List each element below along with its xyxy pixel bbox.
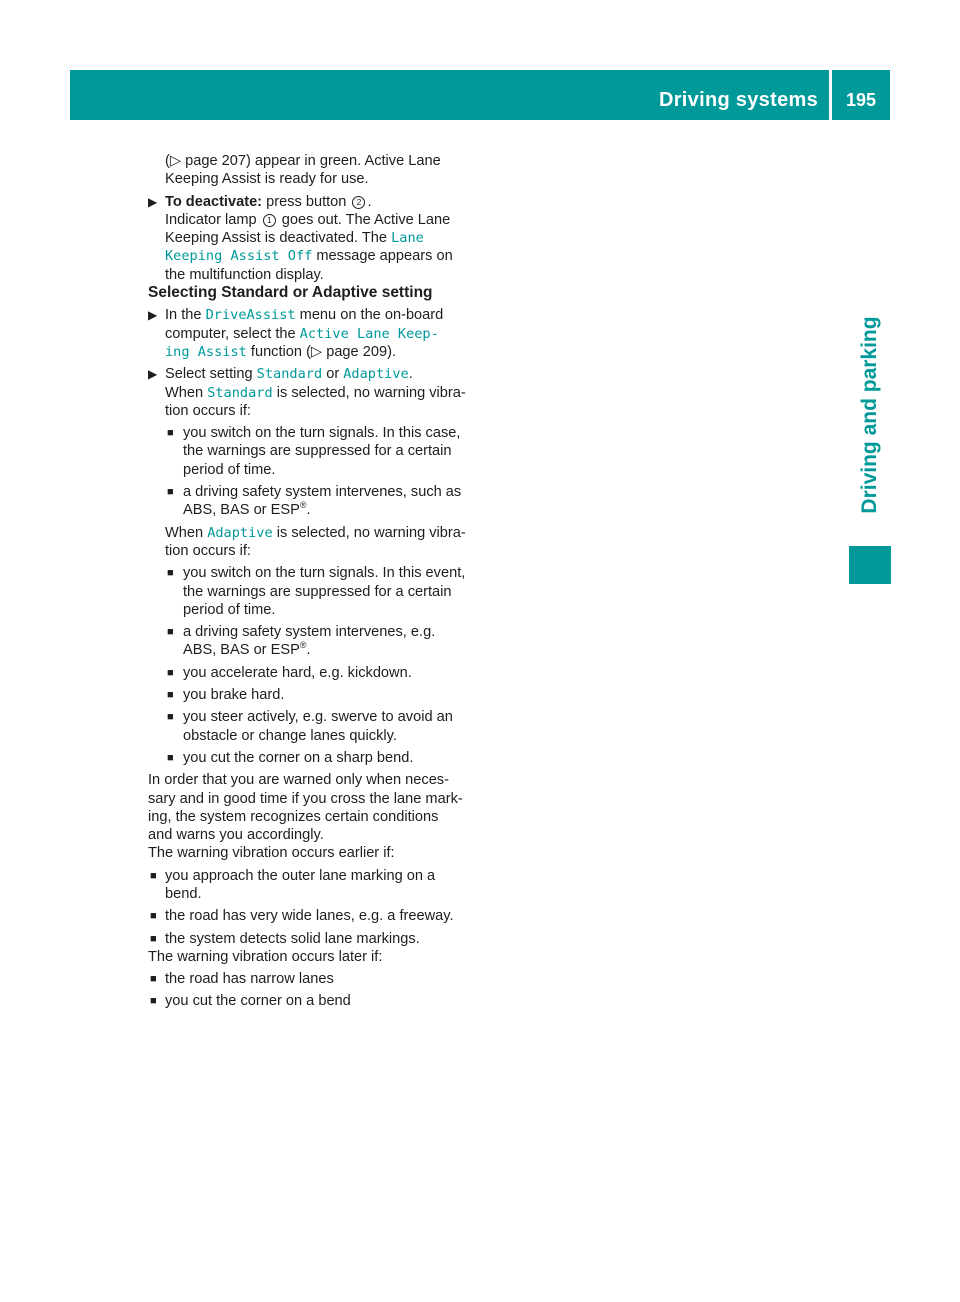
text: tion occurs if: (165, 402, 251, 419)
text: ing, the system recognizes certain conditions (148, 808, 439, 825)
arrow-icon: ▶ (148, 367, 158, 382)
number-2-icon: 2 (352, 196, 365, 209)
text: you brake hard. (183, 687, 285, 704)
arrow-icon: ▶ (148, 308, 158, 323)
text: Keeping Assist is deactivated. The (165, 230, 392, 247)
text: bend. (165, 885, 202, 902)
text: the system detects solid lane markings. (165, 930, 420, 947)
bullet-icon: ■ (150, 869, 157, 882)
list-item (148, 992, 486, 1010)
text: In order that you are warned only when neces- (148, 772, 449, 789)
text: and warns you accordingly. (148, 827, 324, 844)
text: message appears on (312, 248, 453, 265)
text: period of time. (183, 601, 276, 618)
text: the warnings are suppressed for a certain (183, 583, 452, 600)
bullet-icon: ■ (167, 711, 174, 724)
text: Keeping Assist is ready for use. (165, 171, 369, 188)
bullet-icon: ■ (150, 932, 157, 945)
text: a driving safety system intervenes, such as (183, 484, 462, 501)
instruction-step (148, 365, 486, 420)
list-item (148, 708, 486, 745)
setting-name: Standard (207, 384, 273, 401)
list-item (148, 930, 486, 948)
text: Indicator lamp (165, 211, 261, 228)
text: or (322, 366, 344, 383)
text: you approach the outer lane marking on a (165, 867, 436, 884)
list-item (148, 564, 486, 619)
list-item (148, 623, 486, 660)
text: When (165, 524, 208, 541)
text: you switch on the turn signals. In this case, (183, 425, 461, 442)
bullet-icon: ■ (167, 751, 174, 764)
instruction-step: ▶ To deactivate: press button 2 . Indicator lamp 1 goes out. The Active Lane Keeping Assist is deactivated. The Lane Keeping Assist Off message appears on the multifunction display. (148, 193, 453, 283)
text: press button (262, 193, 351, 210)
setting-name: Adaptive (343, 366, 409, 383)
text: the road has very wide lanes, e.g. a freeway. (165, 908, 454, 925)
setting-name: Adaptive (207, 524, 273, 541)
paragraph (148, 524, 486, 561)
text: Select setting (165, 366, 257, 383)
page-number: 195 (845, 90, 877, 110)
list-item (148, 970, 486, 988)
function-name: Active Lane Keep‑ (299, 325, 439, 342)
text: In the (165, 307, 206, 324)
section-title: Driving systems (658, 89, 818, 111)
text: ABS, BAS or ESP (183, 502, 300, 519)
display-message: Lane (391, 230, 424, 247)
text: you switch on the turn signals. In this event, (183, 565, 466, 582)
display-message: Keeping Assist Off (165, 248, 313, 265)
bullet-icon: ■ (150, 973, 157, 986)
text: (▷ page 207) appear in green. Active Lane (165, 153, 441, 169)
text: period of time. (183, 461, 276, 478)
registered-mark: ® (299, 500, 307, 511)
header-bar (70, 70, 890, 120)
text: sary and in good time if you cross the lane mark- (148, 790, 463, 807)
setting-name: Standard (256, 366, 323, 383)
bullet-icon: ■ (167, 567, 174, 580)
text: the warnings are suppressed for a certain (183, 443, 452, 460)
side-tab-block (849, 546, 891, 584)
instruction-step (148, 306, 486, 361)
menu-name: DriveAssist (205, 307, 296, 324)
text: menu on the on-board (295, 307, 444, 324)
bullet-icon: ■ (150, 995, 157, 1008)
paragraph (148, 152, 486, 189)
text: computer, select the (165, 325, 300, 342)
list-item (148, 867, 486, 904)
text: the road has narrow lanes (165, 971, 334, 988)
number-1-icon: 1 (263, 214, 276, 227)
text: function (▷ page 209). (246, 343, 396, 360)
text: . (408, 366, 413, 383)
text: tion occurs if: (165, 542, 251, 559)
registered-mark: ® (299, 640, 307, 651)
list-item (148, 686, 486, 704)
bullet-icon: ■ (167, 626, 174, 639)
text: you cut the corner on a sharp bend. (183, 749, 414, 766)
text: When (165, 384, 208, 401)
side-tab-label: Driving and parking (858, 316, 881, 514)
paragraph (148, 771, 486, 844)
text: ABS, BAS or ESP (183, 642, 300, 659)
text: you steer actively, e.g. swerve to avoid an (183, 709, 453, 726)
text: goes out. The Active Lane (277, 211, 451, 228)
text: . (306, 502, 311, 519)
bullet-icon: ■ (150, 910, 157, 923)
page-content (148, 152, 486, 1011)
text: obstacle or change lanes quickly. (183, 727, 397, 744)
bullet-icon: ■ (167, 689, 174, 702)
text: is selected, no warning vibra- (272, 524, 466, 541)
text: you accelerate hard, e.g. kickdown. (183, 664, 412, 681)
list-item (148, 907, 486, 925)
step-label: To deactivate: (165, 193, 263, 210)
bullet-icon: ■ (167, 427, 174, 440)
list-item (148, 424, 486, 479)
text: . (306, 642, 311, 659)
function-name: ing Assist (165, 343, 247, 360)
text: a driving safety system intervenes, e.g. (183, 624, 436, 641)
side-tab (849, 300, 891, 530)
bullet-icon: ■ (167, 666, 174, 679)
list-item (148, 483, 486, 520)
paragraph: The warning vibration occurs later if: (148, 948, 383, 965)
section-heading: Selecting Standard or Adaptive setting (148, 284, 433, 302)
bullet-icon: ■ (167, 486, 174, 499)
text: the multifunction display. (165, 266, 324, 283)
arrow-icon: ▶ (148, 194, 158, 209)
text: is selected, no warning vibra- (272, 384, 466, 401)
list-item (148, 664, 486, 682)
text: you cut the corner on a bend (165, 993, 351, 1010)
list-item (148, 749, 486, 767)
paragraph: The warning vibration occurs earlier if: (148, 845, 395, 862)
